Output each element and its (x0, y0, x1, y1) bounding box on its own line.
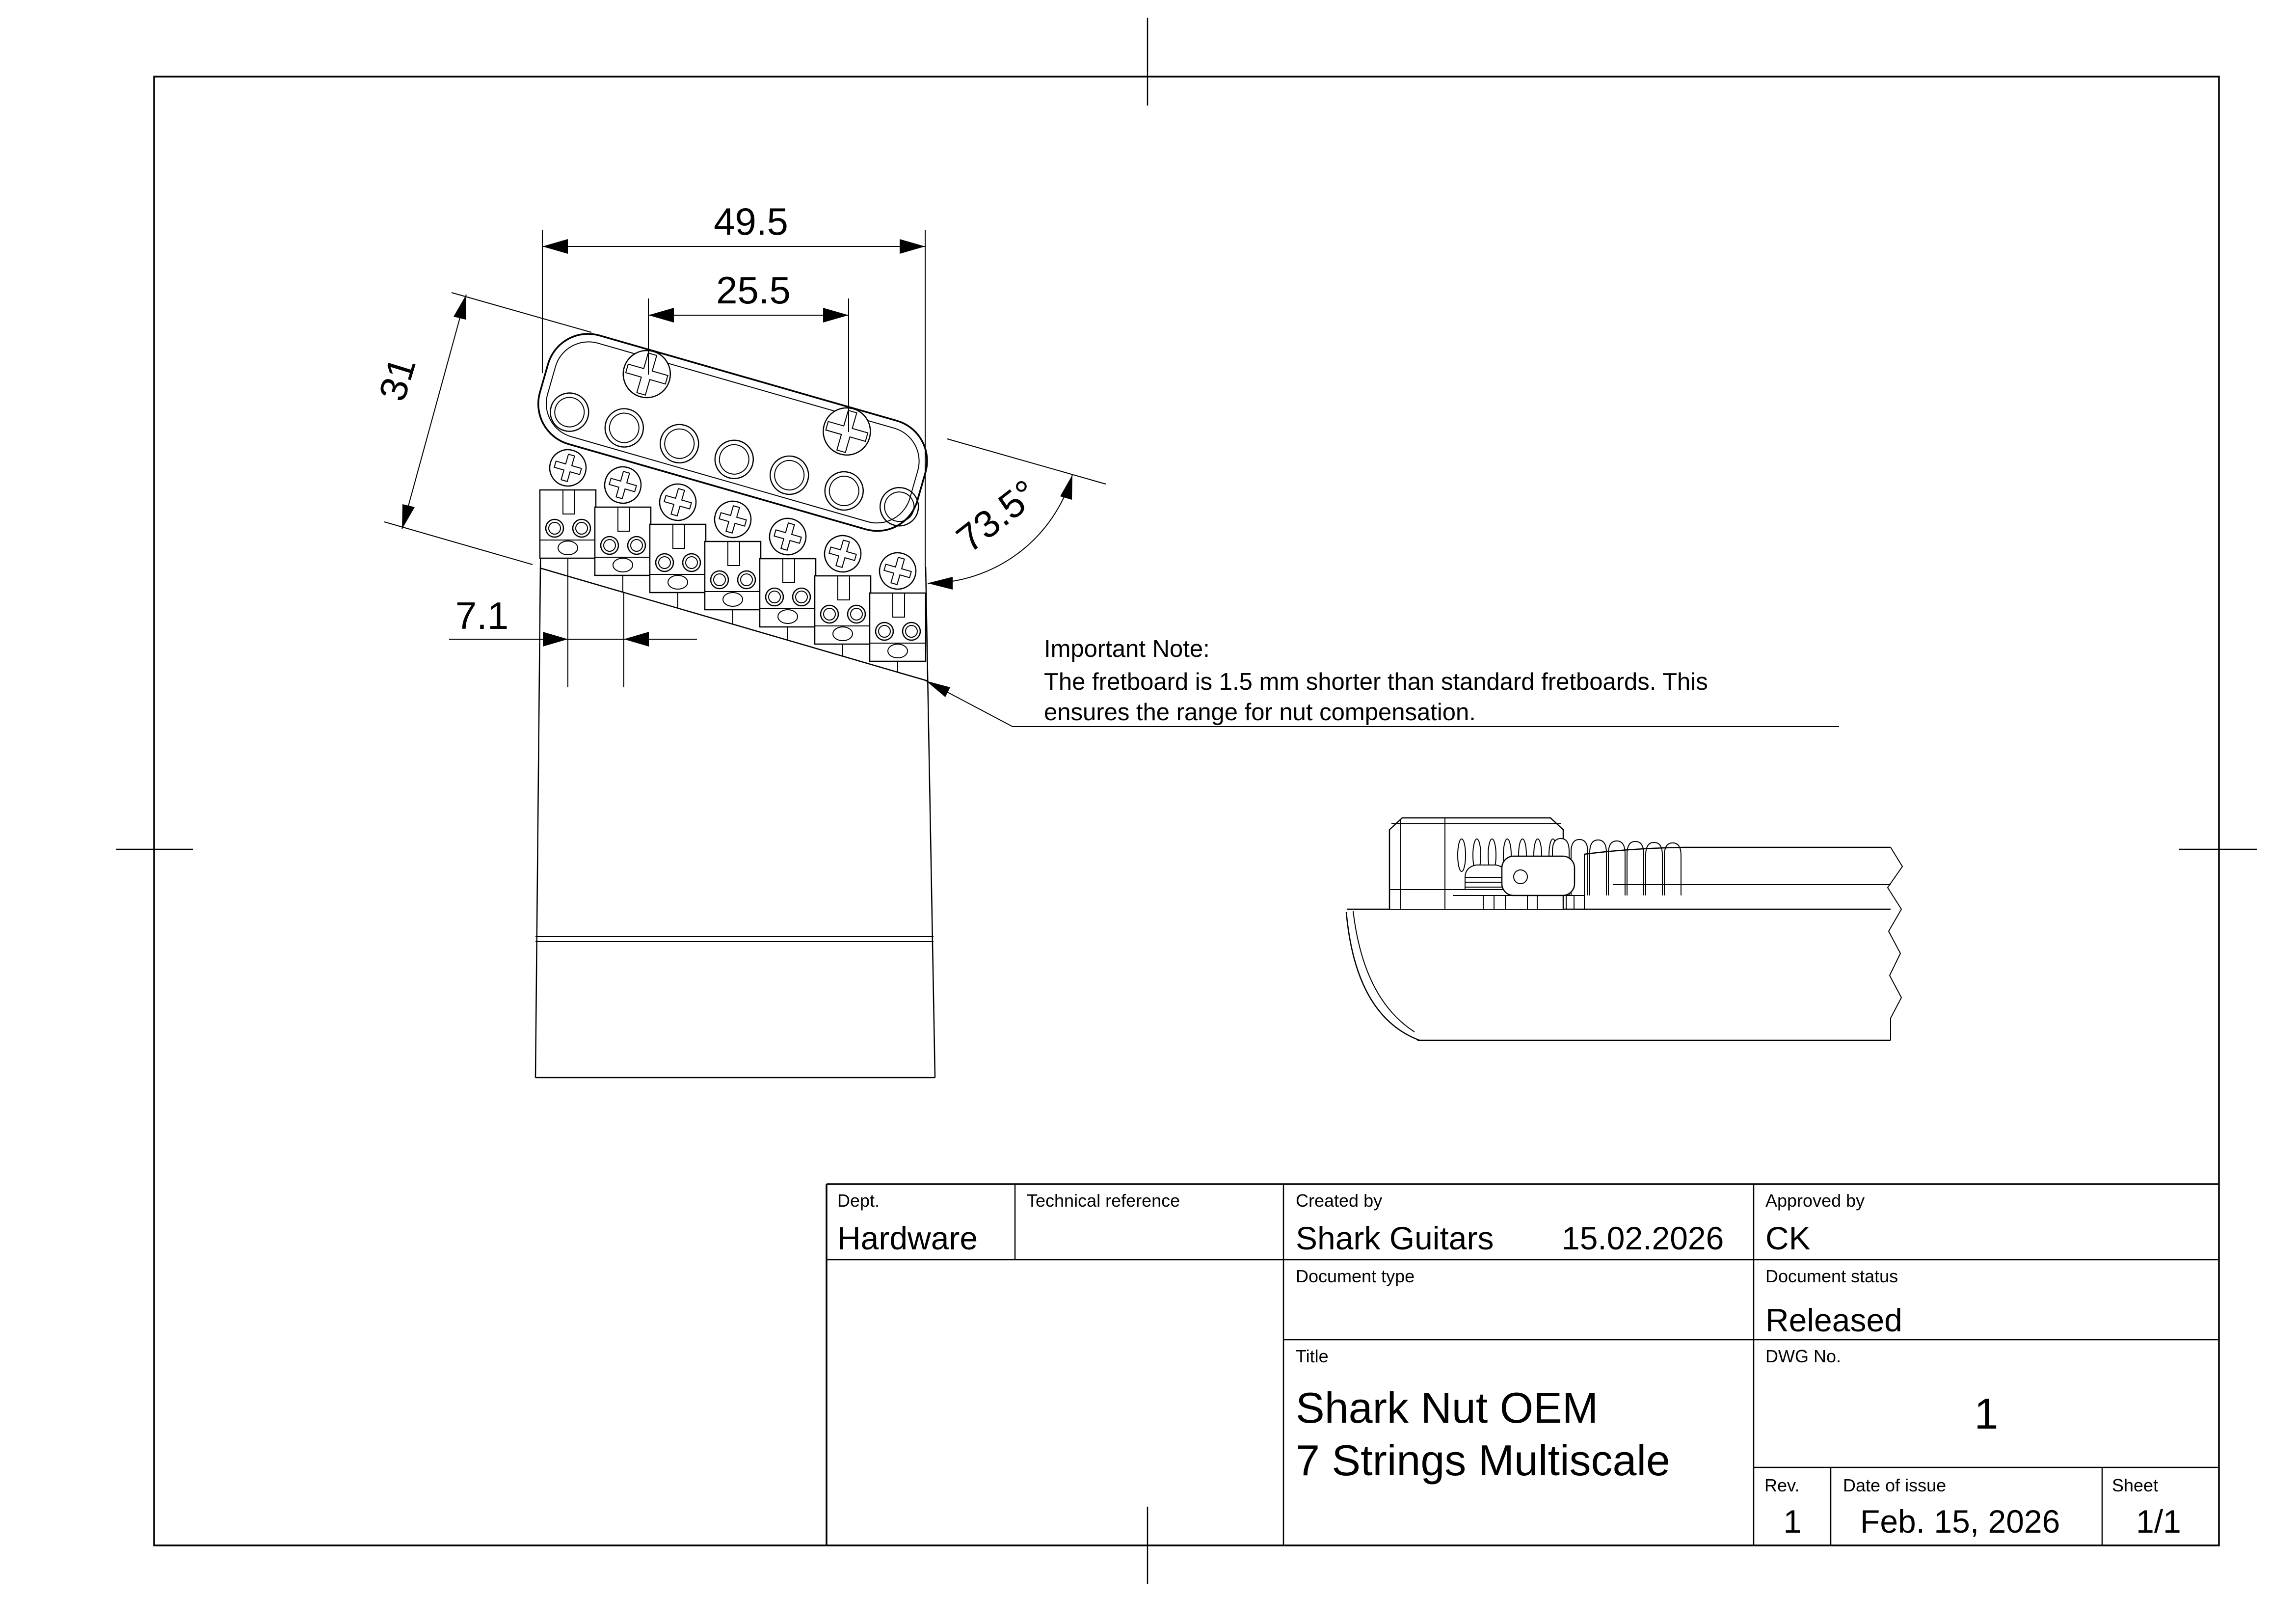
dim-screw-spacing-text: 25.5 (716, 269, 791, 312)
document-status-label: Document status (1765, 1266, 1898, 1286)
neck-left-edge (535, 489, 541, 1078)
dwg-no-label: DWG No. (1765, 1346, 1842, 1366)
created-by-value: Shark Guitars (1296, 1220, 1494, 1256)
saddle-block (595, 507, 651, 592)
arrowhead (648, 308, 674, 323)
document-status-value: Released (1765, 1302, 1902, 1338)
dept-value: Hardware (837, 1220, 978, 1256)
arrowhead (1060, 475, 1072, 500)
title-label: Title (1296, 1346, 1329, 1366)
break-line (1888, 847, 1902, 1040)
sheet-label: Sheet (2112, 1475, 2159, 1495)
saddle-block (705, 541, 761, 624)
neck-right-edge (926, 567, 935, 1078)
arrowhead (624, 632, 649, 647)
saddle-block (760, 559, 816, 640)
arrowhead (402, 504, 415, 529)
created-by-label: Created by (1296, 1190, 1383, 1211)
lock-screw (655, 480, 700, 525)
date-of-issue-value: Feb. 15, 2026 (1860, 1503, 2060, 1540)
note (926, 636, 1839, 727)
saddle-block (870, 593, 926, 672)
created-date-value: 15.02.2026 (1562, 1220, 1724, 1256)
title-line-1: Shark Nut OEM (1296, 1383, 1599, 1432)
dept-label: Dept. (837, 1190, 880, 1211)
arrowhead (542, 239, 568, 254)
heel-curve-outer (1346, 912, 1419, 1040)
neck-joint-lines (535, 937, 934, 942)
drawing-border (154, 77, 2219, 1545)
dim-angle-text: 73.5° (948, 471, 1046, 561)
note-line-1: Important Note: (1044, 636, 1210, 662)
note-leader-arrowhead (926, 681, 950, 697)
rev-label: Rev. (1764, 1475, 1800, 1495)
title-block-lines (827, 1184, 2219, 1545)
extension-lines (568, 574, 624, 687)
arrowhead (543, 632, 568, 647)
title-block (827, 1184, 2219, 1545)
approved-by-label: Approved by (1765, 1190, 1865, 1211)
side-view (1346, 818, 1902, 1040)
date-of-issue-label: Date of issue (1843, 1475, 1947, 1495)
arrowhead (454, 295, 466, 320)
title-line-2: 7 Strings Multiscale (1296, 1436, 1670, 1485)
note-line-2: The fretboard is 1.5 mm shorter than standard fretboards. This (1044, 669, 1708, 695)
lock-screw (875, 548, 920, 594)
saddle-block (815, 576, 871, 656)
arrowhead (928, 577, 953, 590)
saddle-block (650, 524, 706, 608)
front-view (370, 200, 1106, 1078)
trim-marks (116, 18, 2257, 1584)
technical-reference-label: Technical reference (1027, 1190, 1180, 1211)
lock-screw (545, 445, 590, 490)
angle-arm (947, 439, 1106, 484)
heel-curve-inner (1353, 911, 1415, 1032)
rev-value: 1 (1783, 1503, 1802, 1540)
dim-nut-offset-text: 31 (370, 352, 424, 406)
lock-screw (820, 531, 865, 576)
arrowhead (823, 308, 849, 323)
approved-by-value: CK (1765, 1220, 1811, 1256)
saddle-block (540, 490, 596, 576)
dwg-no-value: 1 (1974, 1389, 1999, 1438)
nut-side-saddle (1502, 856, 1575, 895)
lock-screw (765, 514, 810, 559)
lock-screw (710, 497, 755, 542)
dimension-line (402, 295, 466, 529)
dim-overall-width-text: 49.5 (714, 200, 788, 243)
arrowhead (900, 239, 925, 254)
dim-string-spacing-text: 7.1 (455, 594, 509, 637)
document-type-label: Document type (1296, 1266, 1415, 1286)
note-line-3: ensures the range for nut compensation. (1044, 699, 1476, 726)
lock-screw (600, 462, 645, 508)
sheet-value: 1/1 (2136, 1503, 2181, 1540)
dimension-angle (928, 439, 1106, 590)
